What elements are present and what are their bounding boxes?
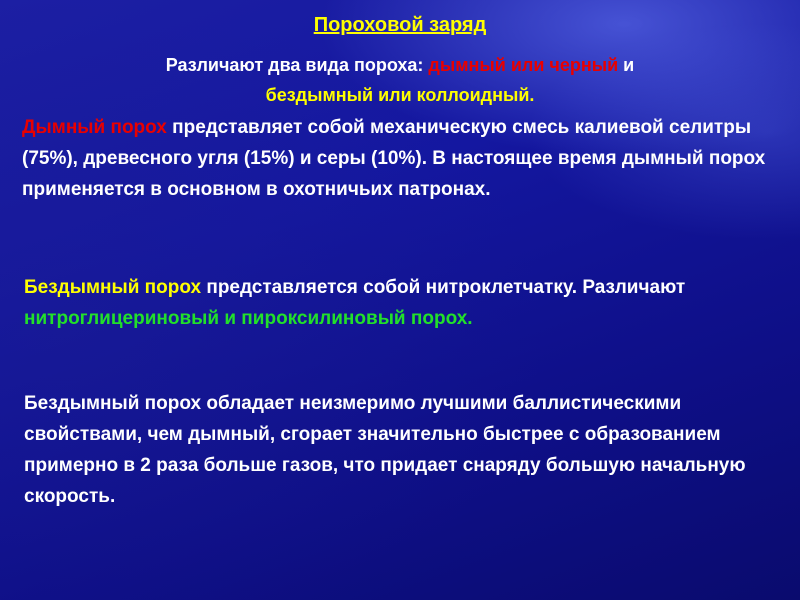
term-smokeless-powder: Бездымный порох [24,277,202,298]
term-smoky-powder: Дымный порох [22,117,167,138]
paragraph-smoky-powder [22,112,782,205]
powder-types: нитроглицериновый и пироксилиновый порох. [24,308,473,329]
paragraph-text: представляется собой нитроклетчатку. Различают [201,277,686,298]
subtitle-smokeless-powder: бездымный или коллоидный. [265,85,535,105]
subtitle-text: Различают два вида пороха: [165,55,429,75]
paragraph-ballistic-properties [24,388,784,512]
slide-title: Пороховой заряд [313,14,487,36]
paragraph-text: представляет собой механическую смесь калиевой селитры (75%), древесного угля (15%) и серы (10%). В настоящее время дымный порох применяется в основном в охотничьих патронах. [22,117,766,200]
subtitle-smoky-powder: дымный или черный [428,55,619,75]
slide-subtitle [40,50,760,110]
paragraph-smokeless-powder [24,272,784,334]
subtitle-and: и [618,55,635,75]
paragraph-text: Бездымный порох обладает неизмеримо лучшими баллистическими свойствами, чем дымный, сгорает значительно быстрее с образованием примерно в 2 раза больше газов, что придает снаряду большую начальную скорость. [24,393,746,507]
